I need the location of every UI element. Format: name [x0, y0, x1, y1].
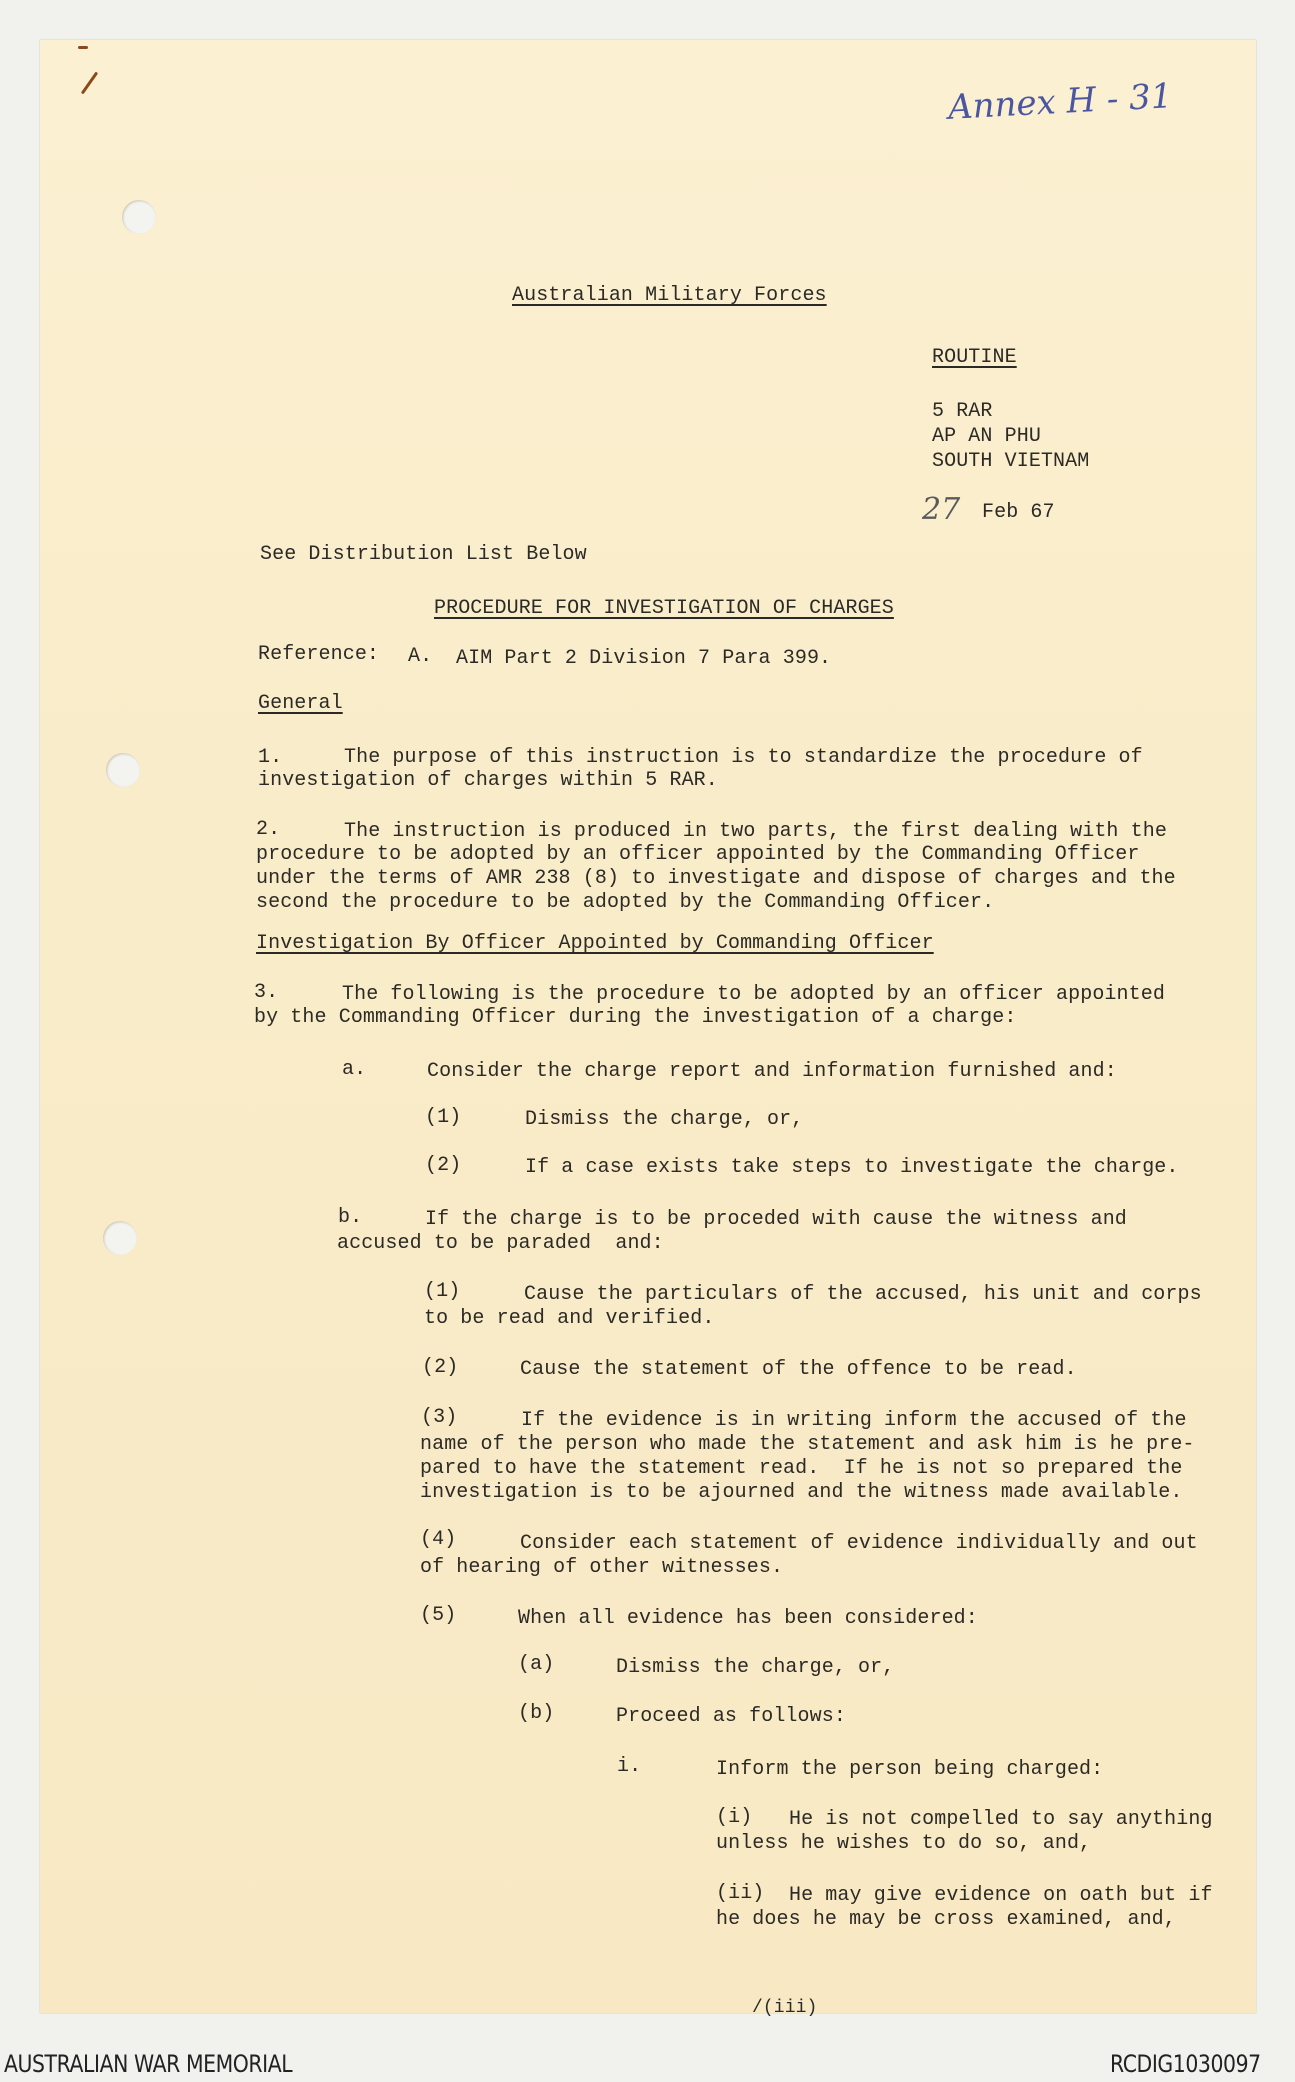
item-line: he does he may be cross examined, and, [716, 1908, 1176, 1931]
item-label: i. [617, 1755, 642, 1778]
item-line: to be read and verified. [424, 1307, 715, 1330]
item-line: of hearing of other witnesses. [420, 1556, 784, 1579]
paragraph-number: 1. [258, 746, 283, 769]
item-label: (5) [420, 1604, 457, 1627]
item-label: (2) [425, 1154, 462, 1177]
paragraph-line: second the procedure to be adopted by the Commanding Officer. [256, 891, 995, 914]
rust-mark [78, 46, 88, 49]
item-line: He is not compelled to say anything [789, 1808, 1213, 1831]
punch-hole [122, 200, 156, 234]
item-line: investigation is to be ajourned and the witness made available. [420, 1481, 1183, 1504]
item-label: (ii) [716, 1882, 765, 1905]
item-text: Inform the person being charged: [716, 1758, 1104, 1781]
item-text: Consider the charge report and information furnished and: [427, 1060, 1117, 1083]
item-text: Dismiss the charge, or, [525, 1108, 804, 1131]
classification: ROUTINE [932, 346, 1017, 369]
item-label: a. [342, 1058, 367, 1081]
paragraph-number: 2. [256, 818, 281, 841]
paragraph-line: by the Commanding Officer during the investigation of a charge: [254, 1006, 1017, 1029]
paragraph-number: 3. [254, 981, 279, 1004]
item-line: If the evidence is in writing inform the accused of the [521, 1409, 1187, 1432]
handwritten-date-day: 27 [922, 492, 961, 527]
punch-hole [103, 1221, 137, 1255]
item-label: (3) [421, 1406, 458, 1429]
paragraph-line: The instruction is produced in two parts, the first dealing with the [344, 820, 1167, 843]
item-text: Proceed as follows: [616, 1705, 846, 1728]
rust-mark [81, 71, 98, 94]
reference-item: A. [408, 645, 433, 668]
location-line-2: SOUTH VIETNAM [932, 450, 1090, 473]
paragraph-line: The purpose of this instruction is to standardize the procedure of [344, 746, 1143, 769]
addressee: See Distribution List Below [260, 543, 587, 566]
paragraph-line: procedure to be adopted by an officer appointed by the Commanding Officer [256, 843, 1140, 866]
punch-hole [106, 753, 140, 787]
continuation-marker: /(iii) [752, 1998, 818, 2018]
item-label: (a) [518, 1653, 555, 1676]
item-line: Cause the particulars of the accused, his unit and corps [524, 1283, 1202, 1306]
handwritten-annotation: Annex H - 31 [947, 76, 1174, 128]
item-line: If the charge is to be proceded with cause the witness and [425, 1208, 1127, 1231]
paragraph-line: investigation of charges within 5 RAR. [258, 769, 718, 792]
item-line: unless he wishes to do so, and, [716, 1832, 1092, 1855]
item-label: (b) [518, 1702, 555, 1725]
item-text: When all evidence has been considered: [518, 1607, 978, 1630]
item-label: (1) [424, 1280, 461, 1303]
item-label: (i) [716, 1806, 753, 1829]
reference-text: AIM Part 2 Division 7 Para 399. [456, 647, 832, 670]
section-heading-general: General [258, 692, 343, 715]
paragraph-line: The following is the procedure to be adopted by an officer appointed [342, 983, 1165, 1006]
unit: 5 RAR [932, 400, 993, 423]
location-line-1: AP AN PHU [932, 425, 1041, 448]
organisation-heading: Australian Military Forces [512, 284, 827, 307]
item-text: Cause the statement of the offence to be read. [520, 1358, 1077, 1381]
item-label: (2) [422, 1356, 459, 1379]
section-heading-investigation: Investigation By Officer Appointed by Commanding Officer [256, 932, 934, 955]
item-label: (1) [425, 1106, 462, 1129]
item-line: pared to have the statement read. If he is not so prepared the [420, 1457, 1183, 1480]
footer-archive-name: AUSTRALIAN WAR MEMORIAL [4, 2050, 293, 2078]
document-date: Feb 67 [982, 501, 1055, 524]
item-line: Consider each statement of evidence individually and out [520, 1532, 1198, 1555]
reference-label: Reference: [258, 643, 380, 666]
item-line: He may give evidence on oath but if [789, 1884, 1213, 1907]
item-line: name of the person who made the statement and ask him is he pre- [420, 1433, 1195, 1456]
item-text: If a case exists take steps to investigate the charge. [525, 1156, 1179, 1179]
footer-record-id: RCDIG1030097 [1110, 2050, 1261, 2078]
item-line: accused to be paraded and: [337, 1232, 664, 1255]
item-text: Dismiss the charge, or, [616, 1656, 895, 1679]
paragraph-line: under the terms of AMR 238 (8) to investigate and dispose of charges and the [256, 867, 1176, 890]
document-title: PROCEDURE FOR INVESTIGATION OF CHARGES [434, 597, 894, 620]
item-label: b. [338, 1206, 363, 1229]
item-label: (4) [420, 1528, 457, 1551]
